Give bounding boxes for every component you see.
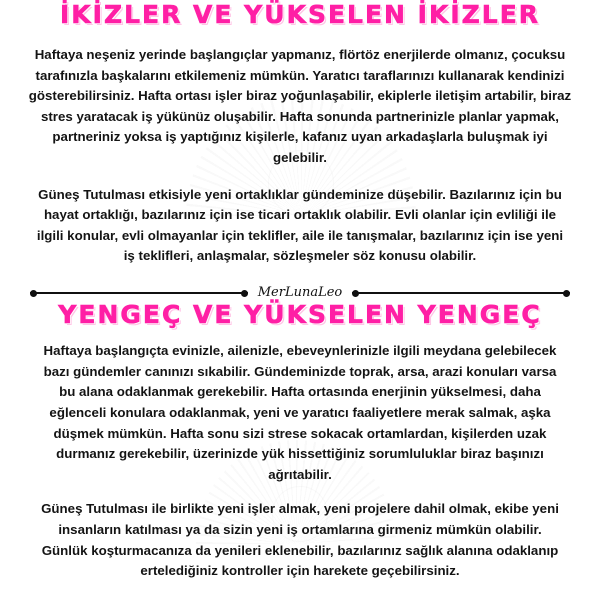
section-body-gemini-eclipse: [22, 185, 578, 267]
section-body-gemini: [22, 45, 578, 169]
section-body-cancer-eclipse: [22, 499, 578, 581]
paragraph: Haftaya neşeniz yerinde başlangıçlar yapmanız, flörtöz enerjilerde olmanız, çocuksu tarafınızla başkalarını etkilemeniz mümkün. Yaratıcı taraflarınızı kullanarak kendinizi gösterebilirsiniz. Hafta ortası işler biraz yoğunlaşabilir, ekiplerle iletişim artabilir, biraz stres yaratacak iş yükünüz oluşabilir. Hafta sonunda partnerinizle planlar yapmak, partneriniz yoksa iş yaptığınız kişilerle, kafanız uyan arkadaşlarla buluşmak iyi gelebilir.: [28, 47, 572, 166]
signature-text: MerLunaLeo: [257, 285, 343, 301]
section-heading-cancer: YENGEÇ VE YÜKSELEN YENGEÇ: [58, 300, 542, 330]
section-body-cancer: [22, 341, 578, 485]
divider-rule-left: [30, 292, 248, 294]
paragraph: Haftaya başlangıçta evinizle, ailenizle, ebeveynlerinizle ilgili meydana gelebilecek bazı gündemler canınızı sıkabilir. Gündeminizde toprak, arsa, arazi konuları varsa bu alana odaklanmak gerekebilir. Hafta ortasında enerjinin yükselmesi, daha eğlenceli konulara odaklanmak, yeni ve yaratıcı faaliyetlere merak salmak, aşka düşmek mümkün. Hafta sonu sizi strese sokacak ortamlardan, kişilerden uzak durmanız gerekebilir, üzerinizde yük hissettiğiniz sorumluluklar biraz başınızı ağrıtabilir.: [43, 343, 557, 482]
paragraph: Güneş Tutulması ile birlikte yeni işler almak, yeni projelere dahil olmak, ekibe yeni insanların katılması ya da sizin yeni iş ortamlarına girmeniz mümkün olabilir. Günlük koşturmacanıza da yenileri eklenebilir, bazılarınız sağlık alanına odaklanıp ertelediğiniz kontroller için harekete geçebilirsiniz.: [41, 501, 559, 579]
divider-rule-right: [352, 292, 570, 294]
section-heading-gemini: İKİZLER VE YÜKSELEN İKİZLER: [59, 0, 541, 29]
divider: [22, 285, 578, 300]
paragraph: Güneş Tutulması etkisiyle yeni ortaklıklar gündeminize düşebilir. Bazılarınız için bu hayat ortaklığı, bazılarınız için ise ticari ortaklık olabilir. Evli olanlar için evliliği ile ilgili konular, evli olmayanlar için teklifler, aile ile tanışmalar, bazılarınız için ise yeni iş teklifleri, anlaşmalar, sözleşmeler söz konusu olabilir.: [36, 186, 564, 264]
